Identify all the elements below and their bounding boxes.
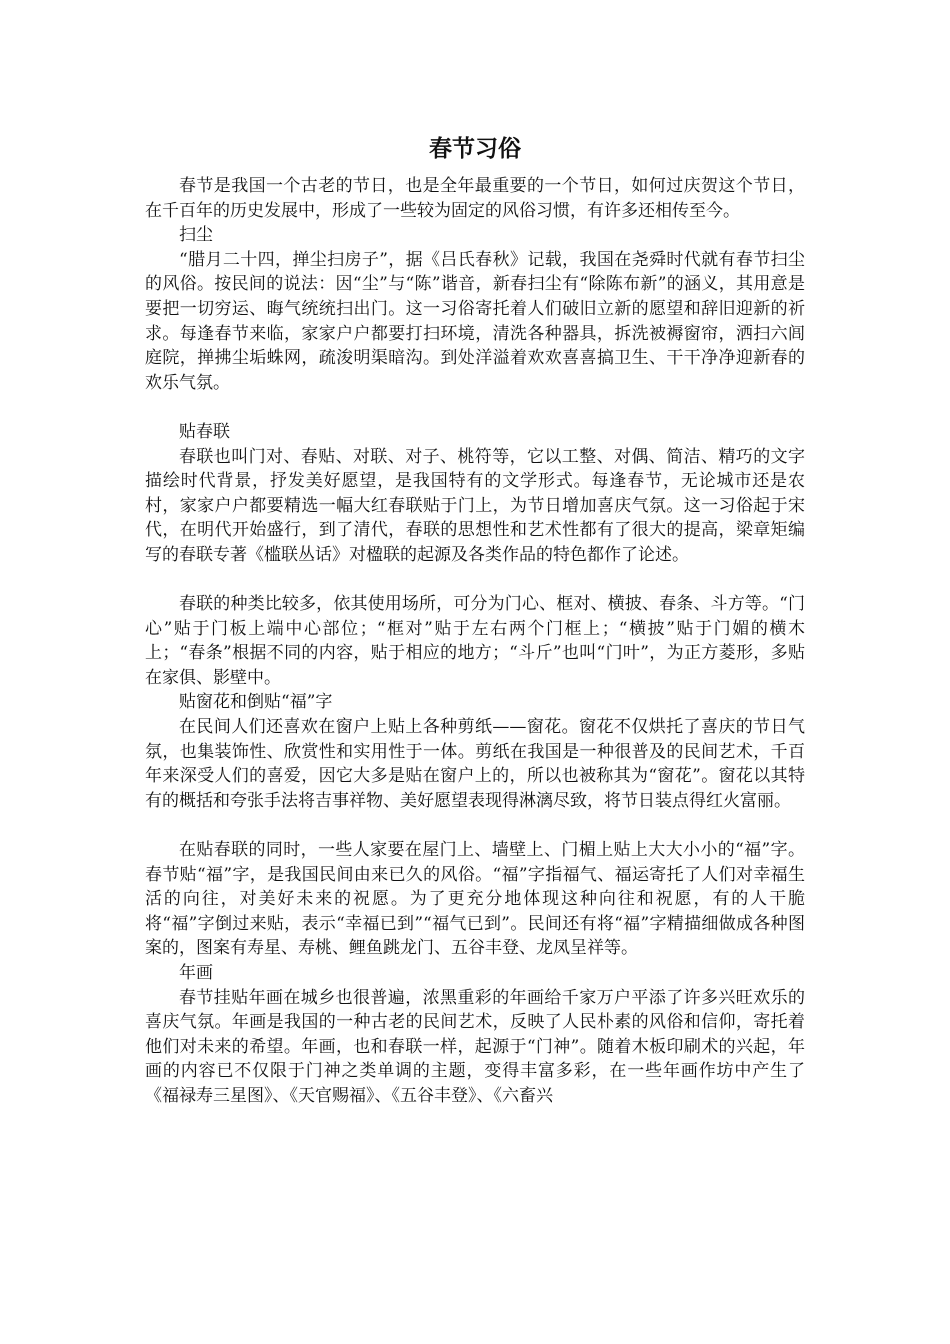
section-heading-new-year-paintings: 年画: [179, 963, 213, 983]
intro-paragraph: 春节是我国一个古老的节日，也是全年最重要的一个节日，如何过庆贺这个节日，在千百年的历史发展中，形成了一些较为固定的风俗习惯，有许多还相传至今。: [145, 176, 805, 221]
paragraph-spacer: [145, 813, 805, 838]
paragraph-new-year-paintings: 春节挂贴年画在城乡也很普遍，浓黑重彩的年画给千家万户平添了许多兴旺欢乐的喜庆气氛。年画是我国的一种古老的民间艺术，反映了人民朴素的风俗和信仰，寄托着他们对未来的希望。年画，也和春联一样，起源于“门神”。随着木板印刷术的兴起，年画的内容已不仅限于门神之类单调的主题，变得丰富多彩，在一些年画作坊中产生了《福禄寿三星图》、《天官赐福》、《五谷丰登》、《六畜兴: [145, 987, 805, 1106]
paragraph-window-flowers-2: 在贴春联的同时，一些人家要在屋门上、墙壁上、门楣上贴上大大小小的“福”字。春节贴“福”字，是我国民间由来已久的风俗。“福”字指福气、福运寄托了人们对幸福生活的向往，对美好未来的祝愿。为了更充分地体现这种向往和祝愿，有的人干脆将“福”字倒过来贴，表示“幸福已到”“福气已到”。民间还有将“福”字精描细做成各种图案的，图案有寿星、寿桃、鲤鱼跳龙门、五谷丰登、龙凤呈祥等。: [145, 840, 805, 959]
paragraph-sweeping: “腊月二十四，掸尘扫房子”，据《吕氏春秋》记载，我国在尧舜时代就有春节扫尘的风俗。按民间的说法：因“尘”与“陈”谐音，新春扫尘有“除陈布新”的涵义，其用意是要把一切穷运、晦气统统扫出门。这一习俗寄托着人们破旧立新的愿望和辞旧迎新的祈求。每逢春节来临，家家户户都要打扫环境，清洗各种器具，拆洗被褥窗帘，洒扫六闾庭院，掸拂尘垢蛛网，疏浚明渠暗沟。到处洋溢着欢欢喜喜搞卫生、干干净净迎新春的欢乐气氛。: [145, 249, 805, 393]
document-title: 春节习俗: [429, 135, 521, 162]
section-heading-couplets: 贴春联: [179, 421, 230, 442]
section-heading-window-flowers: 贴窗花和倒贴“福”字: [179, 692, 333, 713]
paragraph-couplets-2: 春联的种类比较多，依其使用场所，可分为门心、框对、横披、春条、斗方等。“门心”贴于门板上端中心部位；“框对”贴于左右两个门框上；“横披”贴于门媚的横木上；“春条”根据不同的内容，贴于相应的地方；“斗斤”也叫“门叶”，为正方菱形，多贴在家俱、影壁中。: [145, 594, 805, 688]
paragraph-spacer: [145, 568, 805, 593]
paragraph-couplets-1: 春联也叫门对、春贴、对联、对子、桃符等，它以工整、对偶、简洁、精巧的文字描绘时代背景，抒发美好愿望，是我国特有的文学形式。每逢春节，无论城市还是农村，家家户户都要精选一幅大红春联贴于门上，为节日增加喜庆气氛。这一习俗起于宋代，在明代开始盛行，到了清代，春联的思想性和艺术性都有了很大的提高，梁章矩编写的春联专著《槛联丛话》对楹联的起源及各类作品的特色都作了论述。: [145, 446, 805, 565]
section-heading-sweeping: 扫尘: [179, 225, 213, 246]
paragraph-spacer: [145, 395, 805, 420]
paragraph-window-flowers-1: 在民间人们还喜欢在窗户上贴上各种剪纸——窗花。窗花不仅烘托了喜庆的节日气氛，也集装饰性、欣赏性和实用性于一体。剪纸在我国是一种很普及的民间艺术，千百年来深受人们的喜爱，因它大多是贴在窗户上的，所以也被称其为“窗花”。窗花以其特有的概括和夸张手法将吉事祥物、美好愿望表现得淋漓尽致，将节日装点得红火富丽。: [145, 717, 805, 811]
document-body: [145, 174, 805, 1109]
